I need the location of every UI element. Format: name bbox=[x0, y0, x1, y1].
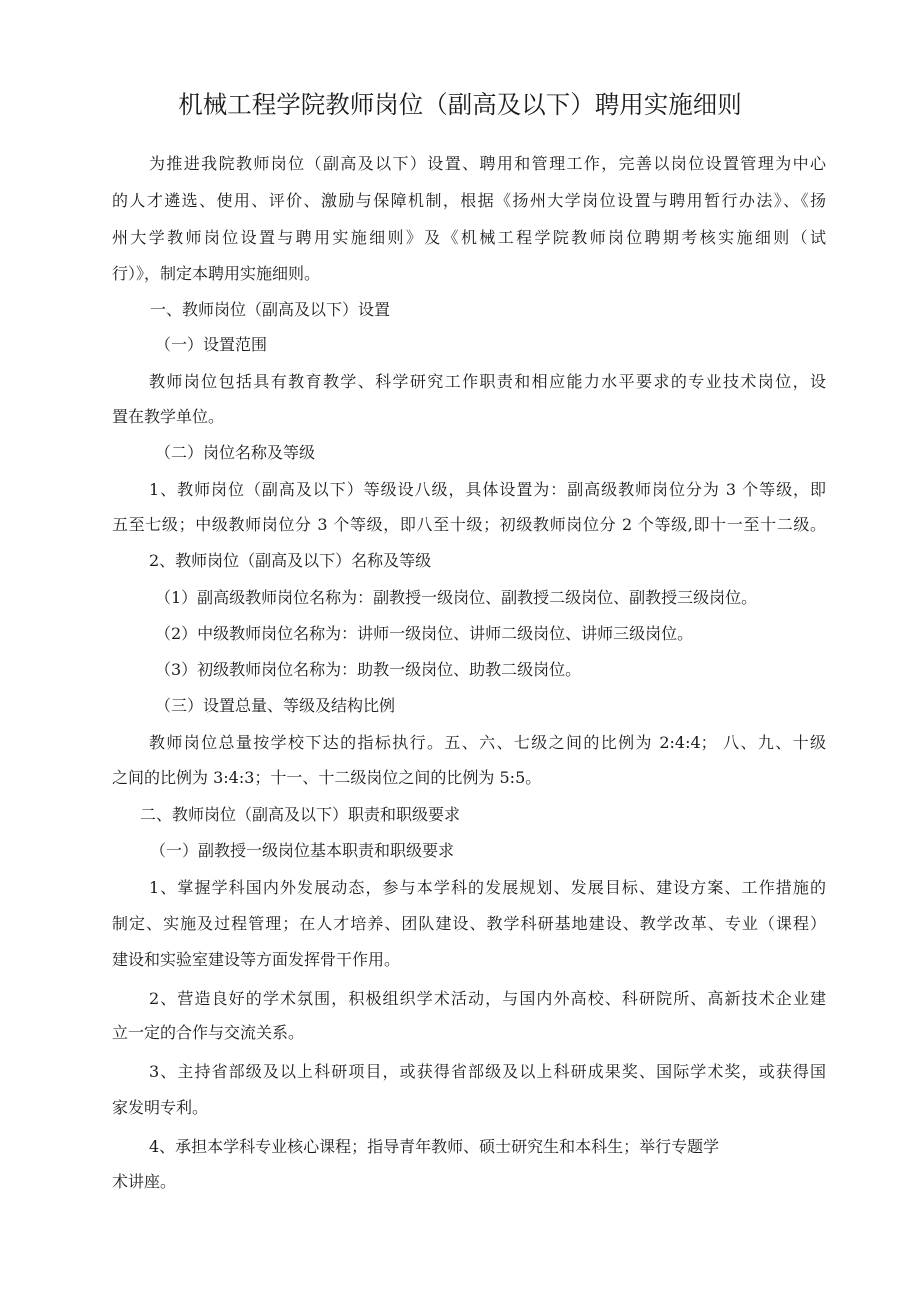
section-2-item-4-line-2: 术讲座。 bbox=[112, 1172, 177, 1191]
section-1-sub-2-item-1-line-1: 1、教师岗位（副高及以下）等级设八级，具体设置为：副高级教师岗位分为 3 个等级，即 bbox=[149, 480, 826, 499]
section-1-sub-2-heading: （二）岗位名称及等级 bbox=[155, 443, 316, 462]
section-2-item-1-line-2: 制定、实施及过程管理；在人才培养、团队建设、教学科研基地建设、教学改革、专业（课程） bbox=[112, 914, 826, 933]
section-2-heading: 二、教师岗位（副高及以下）职责和职级要求 bbox=[140, 805, 461, 824]
intro-line-4: 行）》，制定本聘用实施细则。 bbox=[112, 264, 321, 283]
section-2-item-3-line-2: 家发明专利。 bbox=[112, 1098, 209, 1117]
section-1-sub-1-line-2: 置在教学单位。 bbox=[112, 407, 225, 426]
section-2-item-1-line-1: 1、掌握学科国内外发展动态，参与本学科的发展规划、发展目标、建设方案、工作措施的 bbox=[149, 878, 826, 897]
section-2-item-4-line-1: 4、承担本学科专业核心课程；指导青年教师、硕士研究生和本科生；举行专题学 bbox=[149, 1137, 720, 1156]
section-1-sub-3-heading: （三）设置总量、等级及结构比例 bbox=[155, 696, 396, 715]
section-1-sub-2-item-2-sub-1: （1）副高级教师岗位名称为：副教授一级岗位、副教授二级岗位、副教授三级岗位。 bbox=[155, 588, 758, 607]
section-2-item-2-line-1: 2、营造良好的学术氛围，积极组织学术活动，与国内外高校、科研院所、高新技术企业建 bbox=[149, 989, 826, 1008]
section-1-sub-2-item-2-sub-2: （2）中级教师岗位名称为：讲师一级岗位、讲师二级岗位、讲师三级岗位。 bbox=[155, 624, 694, 643]
section-1-sub-1-heading: （一）设置范围 bbox=[155, 335, 268, 354]
section-2-sub-1-heading: （一）副教授一级岗位基本职责和职级要求 bbox=[150, 841, 455, 860]
section-1-heading: 一、教师岗位（副高及以下）设置 bbox=[150, 300, 391, 319]
section-1-sub-1-line-1: 教师岗位包括具有教育教学、科学研究工作职责和相应能力水平要求的专业技术岗位，设 bbox=[149, 372, 826, 391]
intro-line-3: 州大学教师岗位设置与聘用实施细则》及《机械工程学院教师岗位聘期考核实施细则（试 bbox=[112, 228, 826, 247]
section-1-sub-2-item-1-line-2: 五至七级；中级教师岗位分 3 个等级，即八至十级；初级教师岗位分 2 个等级,即十一至十二级。 bbox=[112, 515, 826, 534]
section-1-sub-2-item-2-sub-3: （3）初级教师岗位名称为：助教一级岗位、助教二级岗位。 bbox=[155, 660, 582, 679]
document-title: 机械工程学院教师岗位（副高及以下）聘用实施细则 bbox=[178, 90, 742, 119]
section-1-sub-2-item-2: 2、教师岗位（副高及以下）名称及等级 bbox=[149, 551, 432, 570]
intro-line-1: 为推进我院教师岗位（副高及以下）设置、聘用和管理工作，完善以岗位设置管理为中心 bbox=[149, 154, 826, 173]
intro-line-2: 的人才遴选、使用、评价、激励与保障机制，根据《扬州大学岗位设置与聘用暂行办法》、《扬 bbox=[112, 191, 826, 210]
section-2-item-3-line-1: 3、主持省部级及以上科研项目，或获得省部级及以上科研成果奖、国际学术奖，或获得国 bbox=[149, 1062, 826, 1081]
section-1-sub-3-line-1: 教师岗位总量按学校下达的指标执行。五、六、七级之间的比例为 2:4:4； 八、九、十级 bbox=[149, 733, 826, 752]
section-2-item-2-line-2: 立一定的合作与交流关系。 bbox=[112, 1023, 305, 1042]
section-2-item-1-line-3: 建设和实验室建设等方面发挥骨干作用。 bbox=[112, 950, 401, 969]
section-1-sub-3-line-2: 之间的比例为 3:4:3；十一、十二级岗位之间的比例为 5:5。 bbox=[112, 768, 542, 787]
